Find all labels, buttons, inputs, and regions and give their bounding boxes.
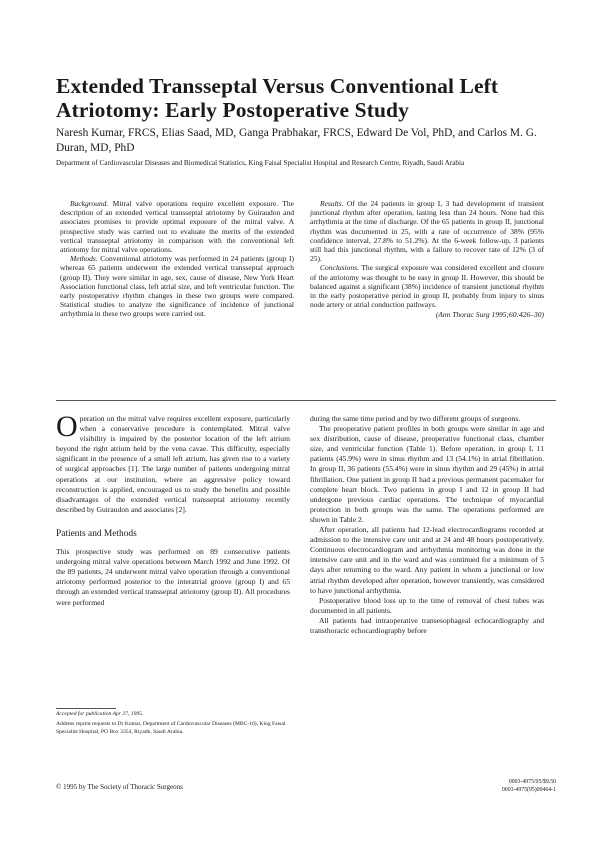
methods-paragraph: This prospective study was performed on 89 consecutive patients undergoing mitral valve operations between March 1992 and June 1992. Of the 89 patients, 24 underwent mitral valve operation through a conventional atriotomy performed posterior to the interatrial groove (group I) and 65 through an extended vertical transseptal atriotomy (group II). All procedures were performed: [56, 547, 290, 607]
body-paragraph-4: Postoperative blood loss up to the time of removal of chest tubes was documented in all patients.: [310, 595, 544, 615]
abstract-conclusions: [310, 263, 544, 309]
footnote-accepted: Accepted for publication Apr 27, 1995.: [56, 711, 144, 717]
abstract-results-text: Of the 24 patients in group I, 3 had development of transient junctional rhythm after operation, lasting less than 24 hours. None had this arrhythmia at the time of discharge. Of the 65 patients in group II, junctional rhythm was documented in 25, with a rate of occurrence of 38% (95% confidence interval, 27.8% to 51.2%). At the 6-week follow-up, 3 patients still had this junctional rhythm, with a failure to recover rate of 12% (3 of 25).: [310, 199, 545, 264]
abstract-conclusions-label: Conclusions.: [320, 263, 359, 273]
body-paragraph-1: during the same time period and by two different groups of surgeons.: [310, 414, 521, 423]
journal-citation: (Ann Thorac Surg 1995;60:426–30): [435, 310, 544, 320]
intro-text: peration on the mitral valve requires excellent exposure, particularly when a conservative procedure is contemplated. Mitral valve visibility is impaired by the posterior location of the left atrium beyond the right atrium held by the vena cavae. This difficulty, especially significant in the presence of a small left atrium, has given rise to a variety of surgical approaches [1]. The large number of patients undergoing mitral operations at our institution, where an aggressive policy toward reconstruction is applied, encouraged us to study the benefits and possible disadvantages of the extended vertical transseptal atriotomy recently described by Guiraudon and associates [2].: [56, 414, 290, 514]
abstract-methods-label: Methods.: [70, 254, 98, 264]
abstract-methods-text: Conventional atriotomy was performed in 24 patients (group I) whereas 65 patients underwent the extended vertical transseptal approach (group II). They were similar in age, sex, cause of disease, New York Heart Association functional class, left atrial size, and left ventricular function. The early postoperative rhythm changes in these two groups were compared. Statistical studies to analyze the significance of incidence of junctional arrhythmia in these two groups were carried out.: [60, 254, 295, 319]
body-paragraph-5: All patients had intraoperative transesophageal echocardiography and transthoracic echocardiography before: [310, 615, 544, 635]
abstract-background-label: Background.: [70, 199, 109, 208]
abstract-results: [310, 199, 544, 263]
article-title: Extended Transseptal Versus Conventional Left Atriotomy: Early Postoperative Study: [56, 74, 499, 122]
abstract-background-text: Mitral valve operations require excellent exposure. The description of an extended vertical transseptal atriotomy by Guiraudon and associates promises to provide optimal exposure of the mitral valve. A prospective study was carried out to evaluate the merits of the extended vertical transseptal atriotomy in comparison with the conventional left atriotomy for mitral valve operations.: [60, 199, 294, 255]
body-paragraph-2: The preoperative patient profiles in both groups were similar in age and sex distribution, cause of disease, preoperative functional class, chamber size, and ventricular function (Table 1). Before operation, in group I, 11 patients (45.9%) were in sinus rhythm and 13 (54.1%) in atrial fibrillation. In group II, 36 patients (55.4%) were in sinus rhythm and 29 (45%) in atrial fibrillation. One patient in group II had a previous permanent pacemaker for complete heart block. Two patients in group I and 12 in group II had undergone previous cardiac operations. The technique of myocardial protection in both groups was the same. The operations performed are shown in Table 2.: [310, 424, 544, 524]
methods-section-heading: Patients and Methods: [56, 528, 137, 539]
abstract-background: [60, 199, 294, 254]
footnote-divider: [56, 708, 116, 709]
abstract-results-label: Results.: [320, 199, 344, 208]
abstract-methods: [60, 254, 294, 318]
abstract-divider: [56, 400, 556, 401]
drop-cap: O: [56, 410, 78, 443]
footnote: [56, 711, 290, 736]
author-list: Naresh Kumar, FRCS, Elias Saad, MD, Ganga Prabhakar, FRCS, Edward De Vol, PhD, and Carlos M. G. Duran, MD, PhD: [56, 127, 537, 154]
abstract-conclusions-text: The surgical exposure was considered excellent and closure of the atriotomy was thought to be easy in group II. However, this should be balanced against a significant (38%) incidence of transient junctional rhythm in the early postoperative period in group II, probably from injury to sinus node artery or atrial conduction pathways.: [310, 263, 544, 310]
abstract-left-column: [60, 199, 294, 319]
abstract-right-column: [310, 199, 544, 320]
affiliation: Department of Cardiovascular Diseases and Biomedical Statistics, King Faisal Specialist Hospital and Research Centre, Riyadh, Saudi Arabia: [56, 159, 465, 167]
body-paragraph-3: After operation, all patients had 12-lead electrocardiograms recorded at admission to the intensive care unit and at 24 and 48 hours postoperatively. Continuous electrocardiogram and arrhythmia monitoring was done in the intensive care unit and in the ward and was continued for a minimum of 5 days after returning to the ward. Any patient in whom a junctional or low atrial rhythm developed after operation, however transiently, was considered to have junctional arrhythmia.: [310, 525, 544, 595]
intro-paragraph: [56, 410, 290, 515]
copyright-line: © 1995 by The Society of Thoracic Surgeons: [56, 783, 183, 791]
body-right-column: [310, 414, 544, 636]
issn-block: [466, 779, 556, 794]
issn-code: 0003-4975/95/$9.50: [508, 779, 556, 785]
ssdi-code: 0003-4975(95)00464-1: [501, 786, 556, 793]
footnote-address: Address reprint requests to Dr Kumar, Department of Cardiovascular Diseases (MBC-16), King Faisal Specialist Hospital, PO Box 3354, Riyadh, Saudi Arabia.: [56, 721, 286, 735]
body-left-column: [56, 410, 290, 608]
